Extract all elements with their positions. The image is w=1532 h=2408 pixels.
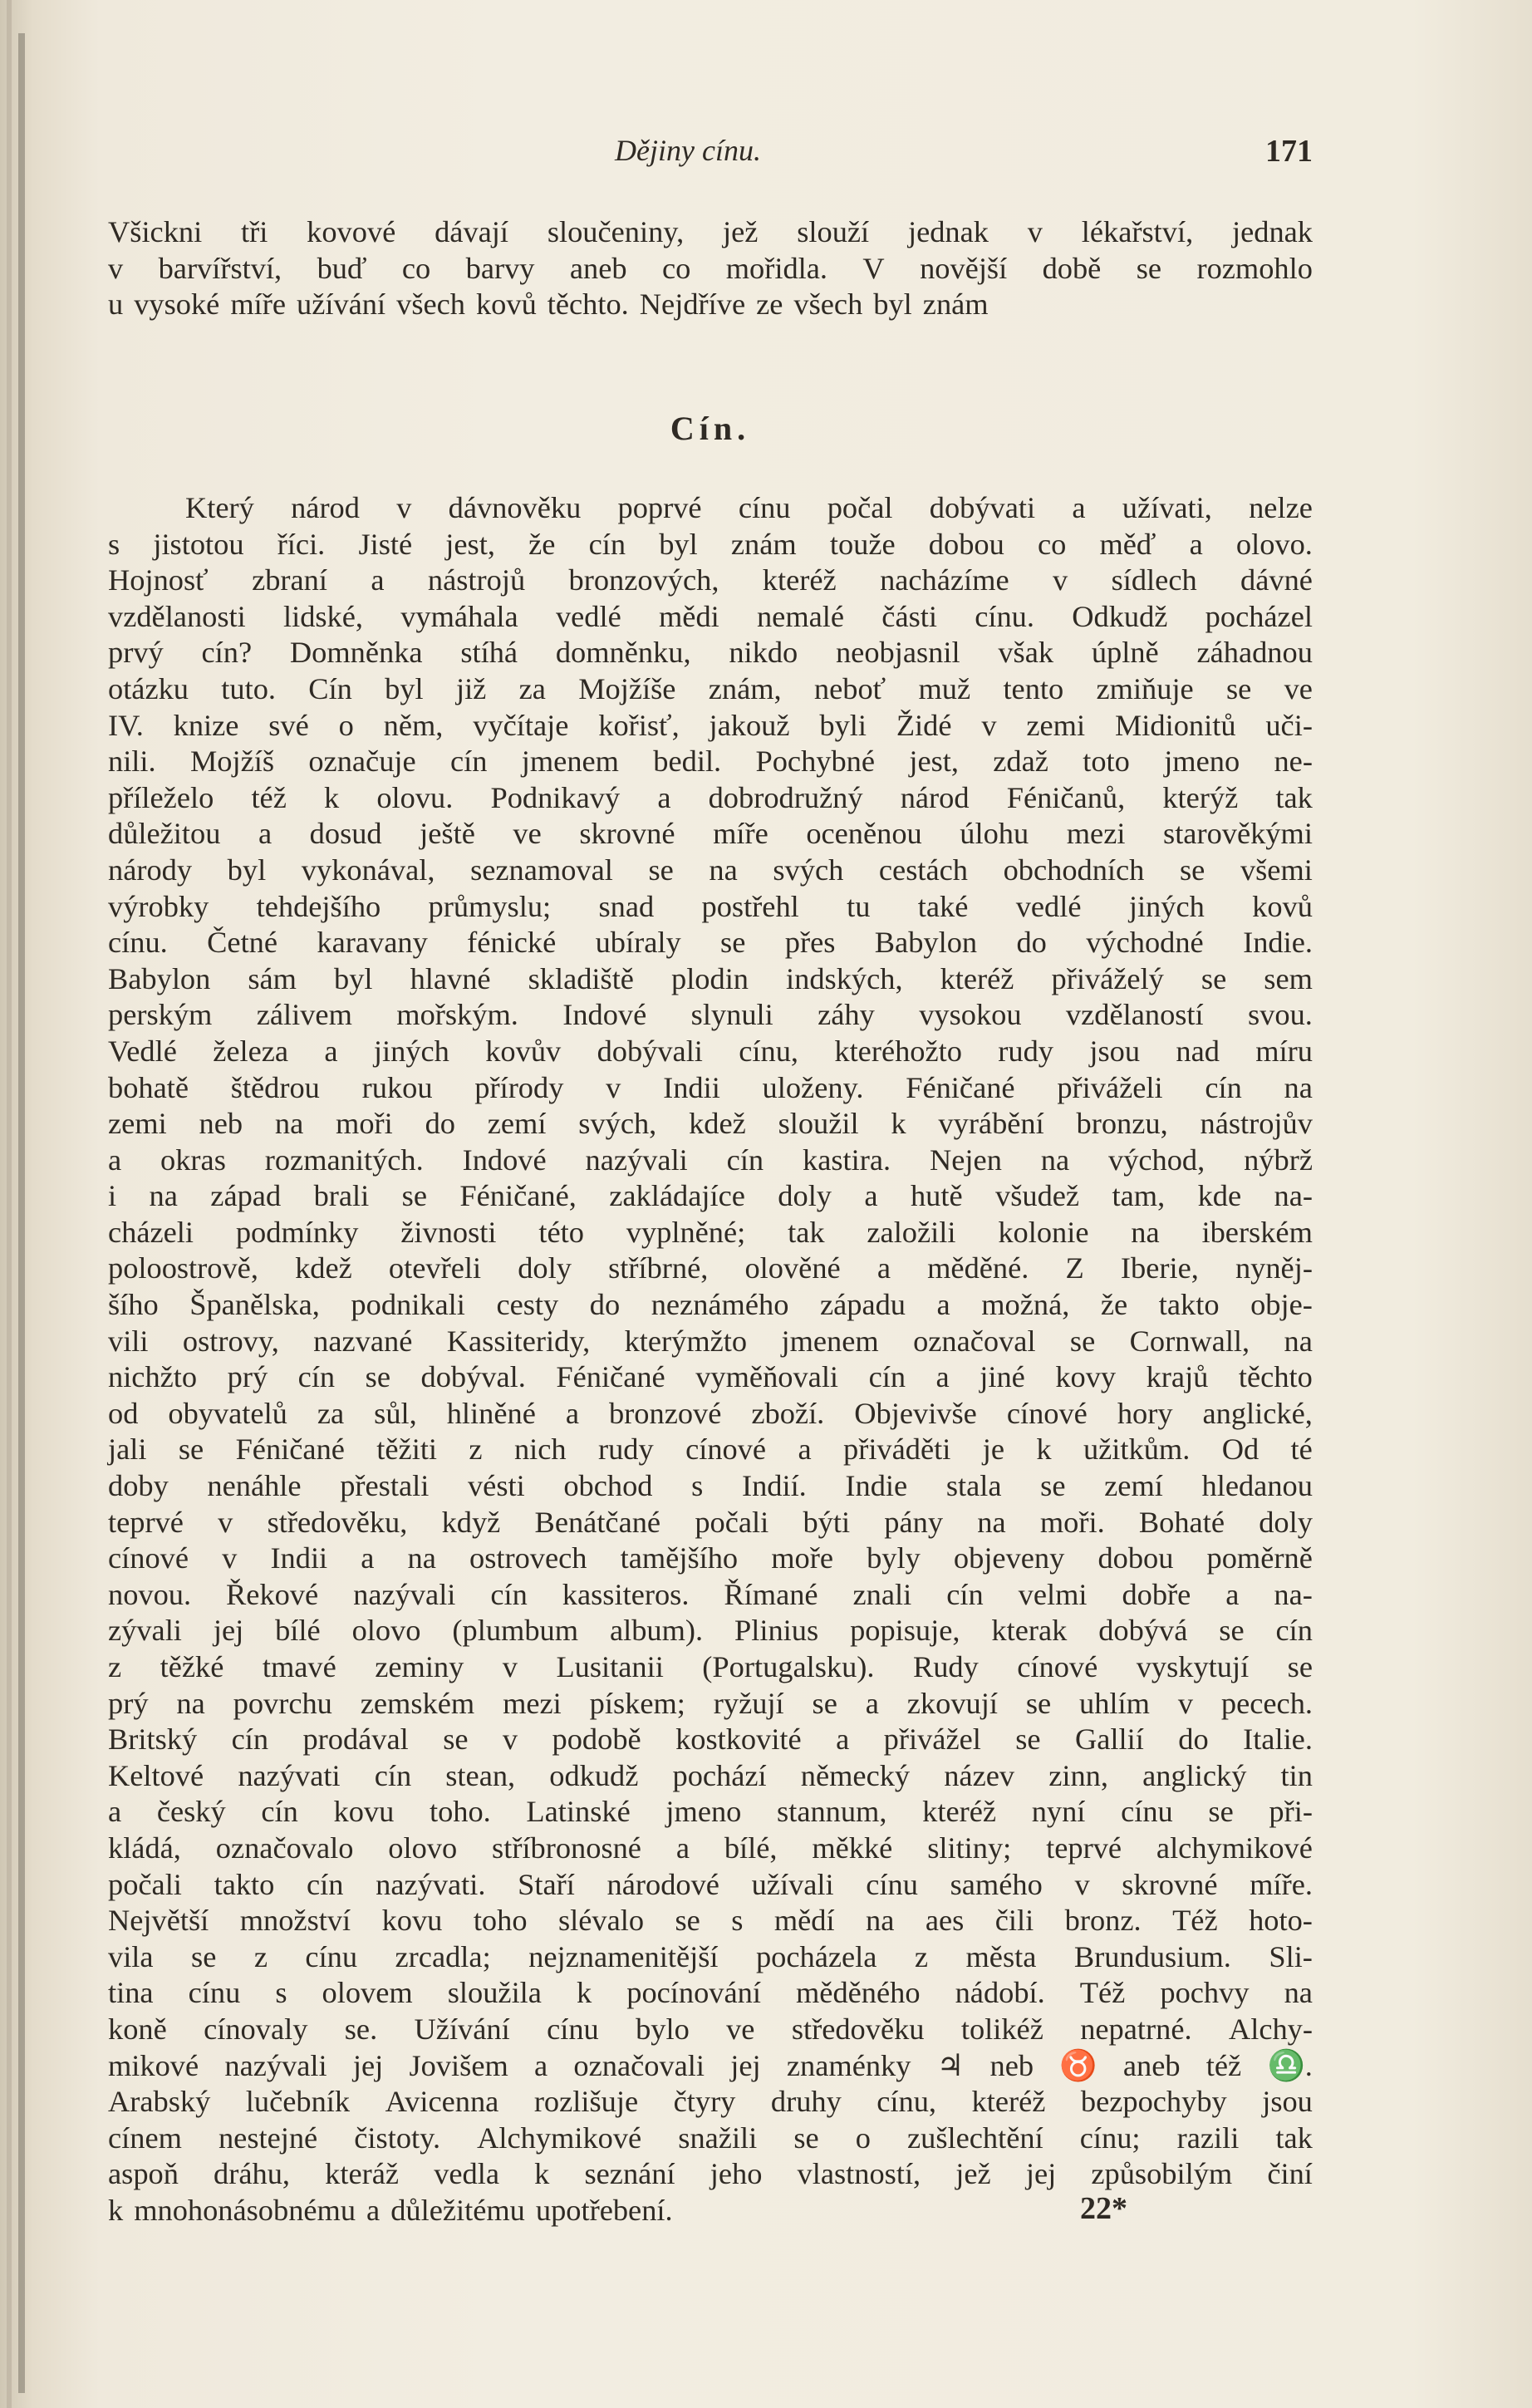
text-line: šího Španělska, podnikali cesty do neznámého západu a možná, že takto obje- (108, 1288, 1313, 1322)
body-paragraph (108, 490, 1313, 2229)
text-line: doby nenáhle přestali vésti obchod s Indií. Indie stala se zemí hledanou (108, 1469, 1313, 1503)
text-line: Největší množství kovu toho slévalo se s mědí na aes čili bronz. Též hoto- (108, 1904, 1313, 1938)
text-line: od obyvatelů za sůl, hliněné a bronzové zboží. Objevivše cínové hory anglické, (108, 1396, 1313, 1430)
section-title: Cín. (670, 410, 751, 447)
text-line: zemi neb na moři do zemí svých, kdež sloužil k vyrábění bronzu, nástrojův (108, 1107, 1313, 1141)
text-line: důležitou a dosud ještě ve skrovné míře oceněnou úlohu mezi starověkými (108, 817, 1313, 851)
text-line: z těžké tmavé zeminy v Lusitanii (Portugalsku). Rudy cínové vyskytují se (108, 1650, 1313, 1683)
text-line: prý na povrchu zemském mezi pískem; ryžují se a zkovují se uhlím v pecech. (108, 1686, 1313, 1720)
page-edge (7, 0, 12, 2408)
text-line: cínem nestejné čistoty. Alchymikové snažili se o zušlechtění cínu; razili tak (108, 2121, 1313, 2155)
text-line: Který národ v dávnověku poprvé cínu počal dobývati a užívati, nelze (185, 491, 1313, 524)
text-line: i na západ brali se Féničané, zakládajíce doly a hutě všudež tam, kde na- (108, 1179, 1313, 1213)
binding-gutter (18, 33, 25, 2393)
text-line: kládá, označovalo olovo stříbronosné a bílé, měkké slitiny; teprvé alchymikové (108, 1831, 1313, 1865)
text-line: poloostrově, kdež otevřeli doly stříbrné, olověné a měděné. Z Iberie, nyněj- (108, 1251, 1313, 1285)
text-line: cínu. Četné karavany fénické ubíraly se přes Babylon do východné Indie. (108, 926, 1313, 960)
signature-mark: 22* (1080, 2191, 1127, 2226)
text-line: u vysoké míře užívání všech kovů těchto. Nejdříve ze všech byl znám (108, 287, 989, 322)
text-line: zývali jej bílé olovo (plumbum album). Plinius popisuje, kterak dobývá se cín (108, 1614, 1313, 1648)
text-line: vzdělanosti lidské, vymáhala vedlé mědi nemalé části cínu. Odkudž pocházel (108, 599, 1313, 633)
text-line: Keltové nazývati cín stean, odkudž pochází německý název zinn, anglický tin (108, 1758, 1313, 1792)
text-line: koně cínovaly se. Užívání cínu bylo ve středověku tolikéž nepatrné. Alchy- (108, 2012, 1313, 2046)
text-line: cínové v Indii a na ostrovech tamějšího moře byly objeveny dobou poměrně (108, 1541, 1313, 1575)
text-line: nichžto prý cín se dobýval. Féničané vyměňovali cín a jiné kovy krajů těchto (108, 1360, 1313, 1394)
text-line: otázku tuto. Cín byl již za Mojžíše znám, neboť muž tento zmiňuje se ve (108, 671, 1313, 705)
text-line: jali se Féničané těžiti z nich rudy cínové a přiváděti je k užitkům. Od té (108, 1433, 1313, 1467)
text-line: cházeli podmínky živnosti této vyplněné; tak založili kolonie na iberském (108, 1215, 1313, 1249)
text-line: s jistotou říci. Jisté jest, že cín byl znám touže dobou co měď a olovo. (108, 527, 1313, 561)
text-line: Babylon sám byl hlavné skladiště plodin indských, kteréž přiváželý se sem (108, 961, 1313, 995)
text-line: Vedlé železa a jiných kovův dobývali cínu, kteréhožto rudy jsou nad míru (108, 1034, 1313, 1068)
intro-paragraph (108, 214, 1313, 323)
text-line: Všickni tři kovové dávají sloučeniny, jež slouží jednak v lékařství, jednak (108, 215, 1313, 248)
text-line: Hojnosť zbraní a nástrojů bronzových, kteréž nacházíme v sídlech dávné (108, 563, 1313, 597)
text-line: vila se z cínu zrcadla; nejznamenitější pocházela z města Brundusium. Sli- (108, 1939, 1313, 1973)
text-line: nili. Mojžíš označuje cín jmenem bedil. Pochybné jest, zdaž toto jmeno ne- (108, 745, 1313, 779)
text-line: a český cín kovu toho. Latinské jmeno stannum, kteréž nyní cínu se při- (108, 1795, 1313, 1829)
text-line: bohatě štědrou rukou přírody v Indii uloženy. Féničané přiváželi cín na (108, 1070, 1313, 1104)
text-line: novou. Řekové nazývali cín kassiteros. Římané znali cín velmi dobře a na- (108, 1577, 1313, 1611)
text-line: a okras rozmanitých. Indové nazývali cín kastira. Nejen na východ, nýbrž (108, 1143, 1313, 1177)
text-line: Arabský lučebník Avicenna rozlišuje čtyry druhy cínu, kteréž bezpochyby jsou (108, 2085, 1313, 2119)
text-line: příleželo též k olovu. Podnikavý a dobrodružný národ Féničanů, kterýž tak (108, 780, 1313, 814)
text-line: k mnohonásobnému a důležitému upotřebení. (108, 2193, 673, 2227)
text-line: počali takto cín nazývati. Staří národové užívali cínu samého v skrovné míře. (108, 1867, 1313, 1901)
text-line: vili ostrovy, nazvané Kassiteridy, kterýmžto jmenem označoval se Cornwall, na (108, 1324, 1313, 1358)
text-line: národy byl vykonával, seznamoval se na svých cestách obchodních se všemi (108, 853, 1313, 887)
page-header (108, 133, 1313, 183)
page-number: 171 (1265, 134, 1313, 169)
text-line: prvý cín? Domněnka stíhá domněnku, nikdo neobjasnil však úplně záhadnou (108, 636, 1313, 670)
running-title: Dějiny cínu. (615, 134, 761, 167)
text-line: aspoň dráhu, kteráž vedla k seznání jeho vlastností, jež jej způsobilým činí (108, 2157, 1313, 2191)
text-line: v barvířství, buď co barvy aneb co mořidla. V novější době se rozmohlo (108, 251, 1313, 285)
text-line: tina cínu s olovem sloužila k pocínování měděného nádobí. Též pochvy na (108, 1976, 1313, 2010)
text-line: Britský cín prodával se v podobě kostkovité a přivážel se Gallií do Italie. (108, 1722, 1313, 1757)
text-line: perským zálivem mořským. Indové slynuli záhy vysokou vzdělaností svou. (108, 998, 1313, 1032)
text-line: teprvé v středověku, když Benátčané počali býti pány na moři. Bohaté doly (108, 1505, 1313, 1539)
text-line: výrobky tehdejšího průmyslu; snad postřehl tu také vedlé jiných kovů (108, 889, 1313, 923)
text-line: mikové nazývali jej Jovišem a označovali jej znaménky ♃ neb ♉ aneb též ♎. (108, 2048, 1313, 2082)
text-line: IV. knize své o něm, vyčítaje kořisť, jakouž byli Židé v zemi Midionitů uči- (108, 708, 1313, 742)
